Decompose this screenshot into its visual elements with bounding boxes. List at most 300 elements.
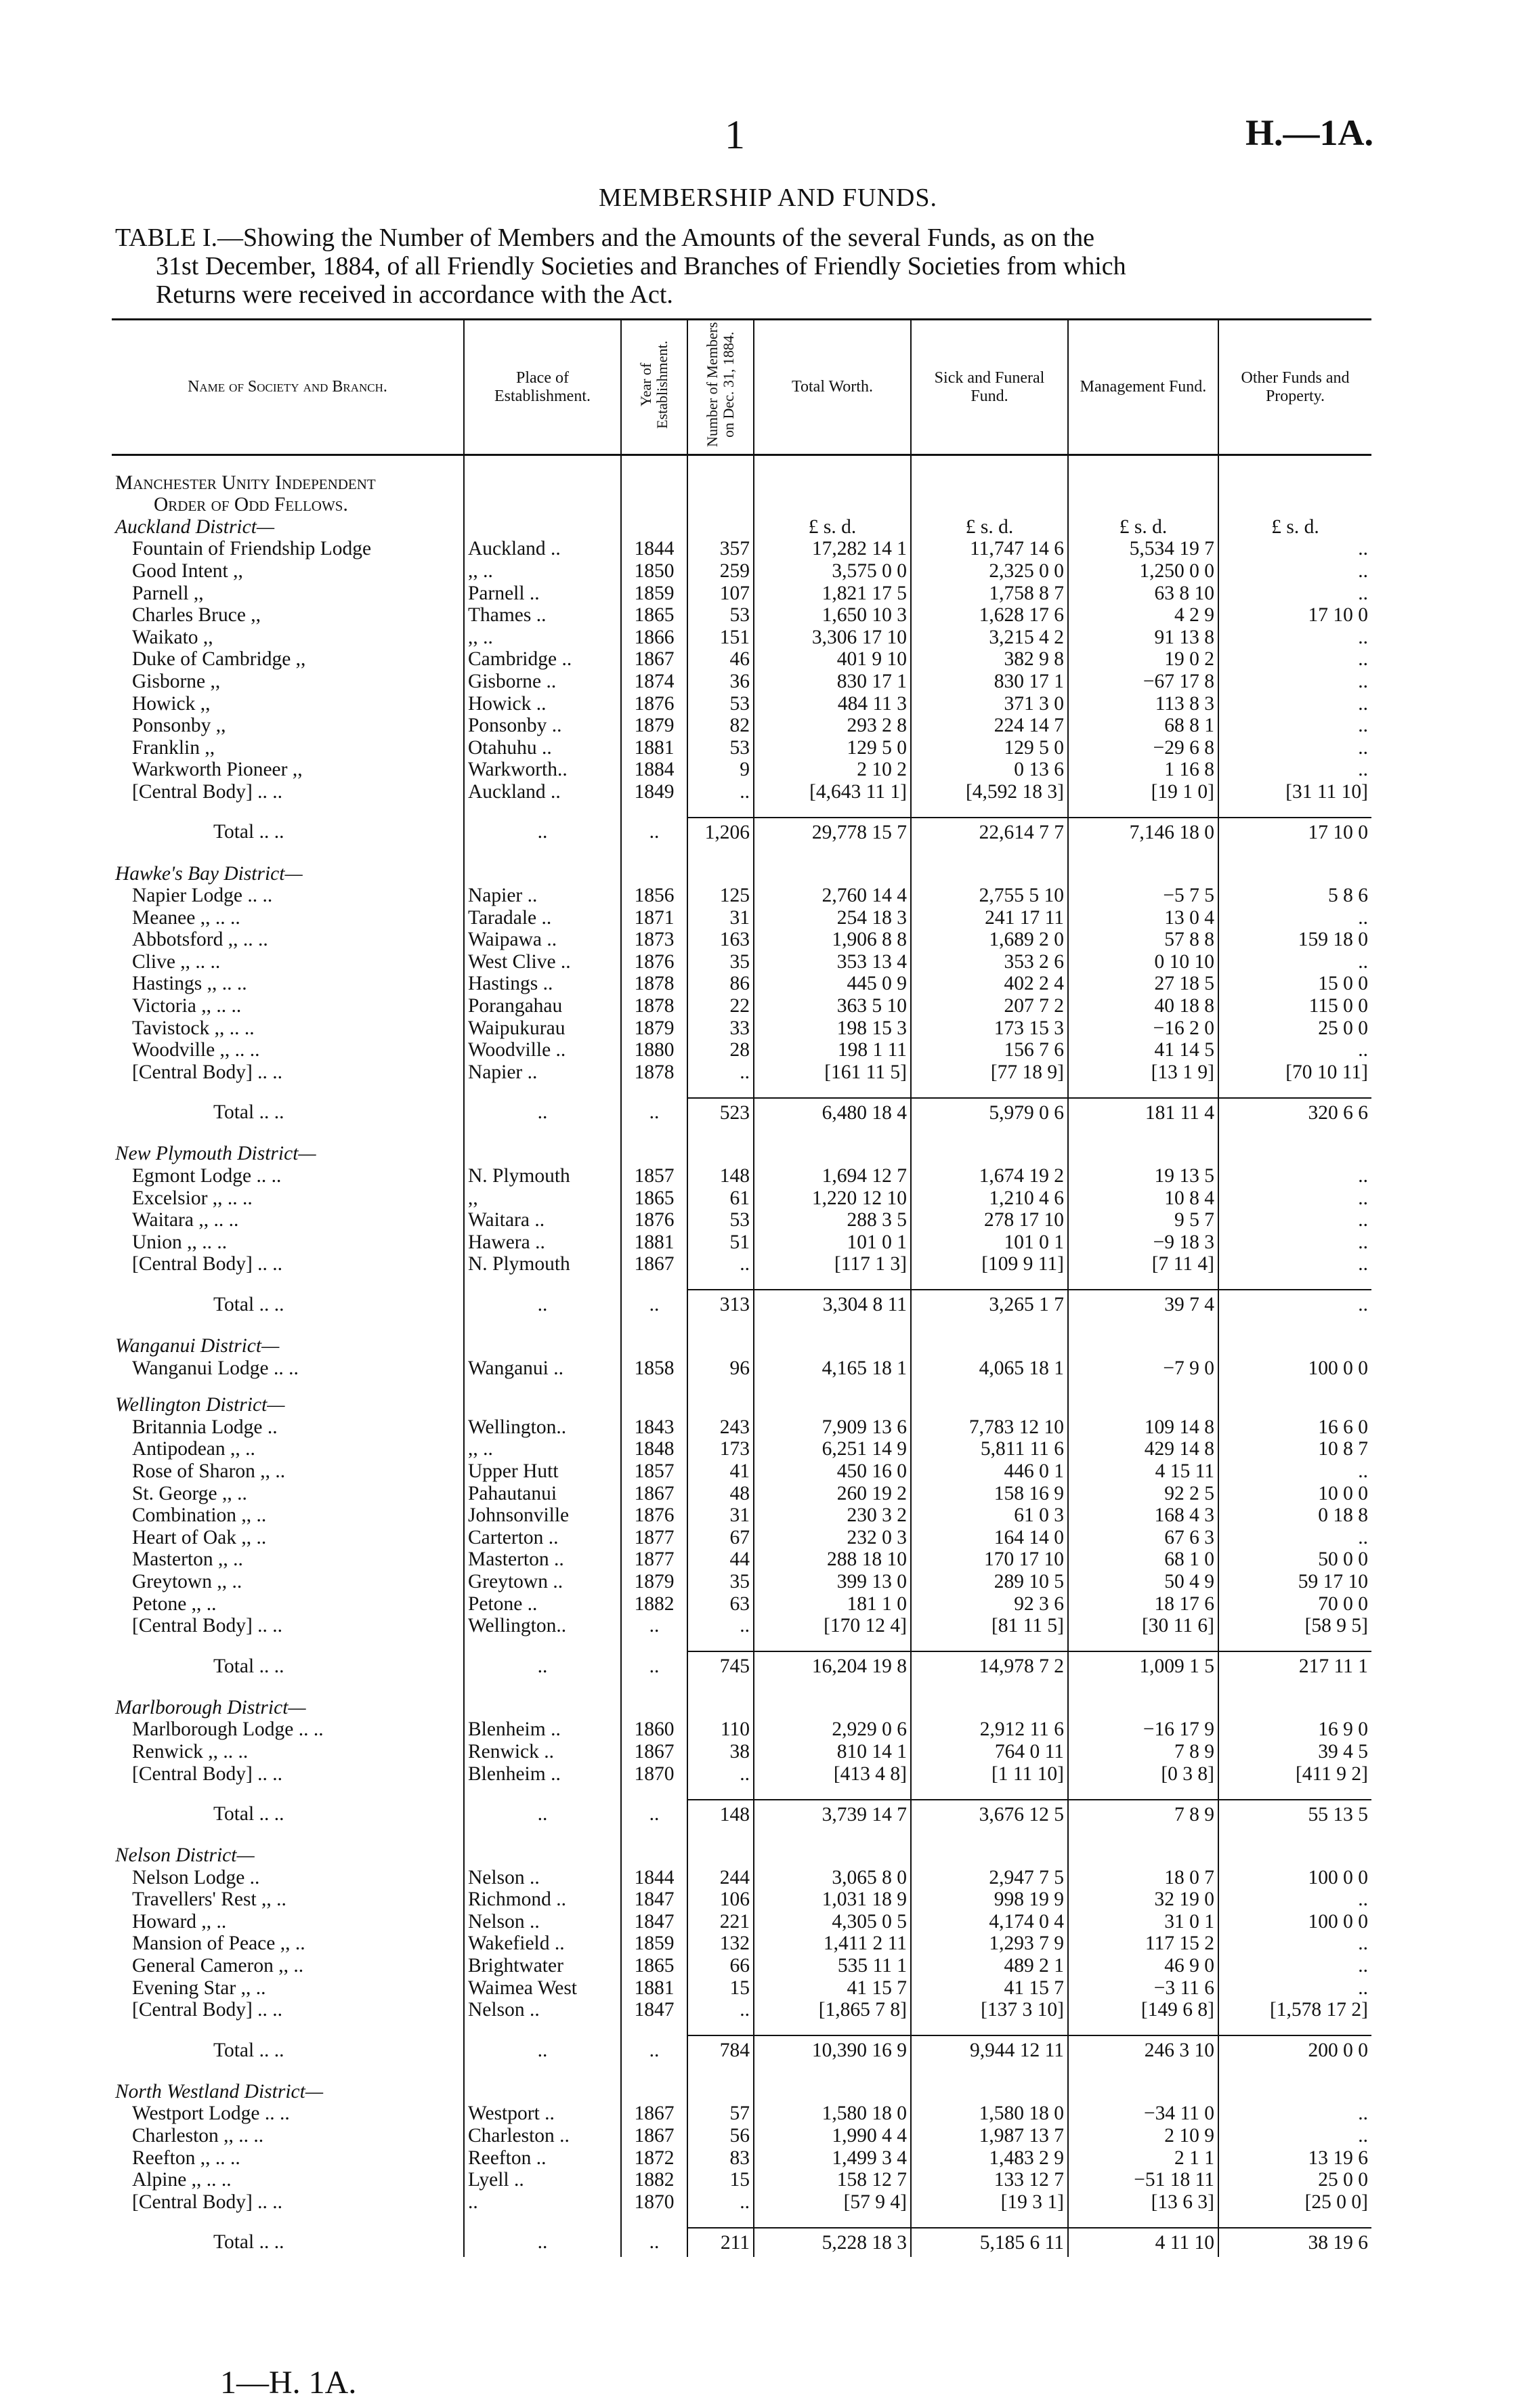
caption-line: 31st December, 1884, of all Friendly Societies and Branches of Friendly Societies from which <box>156 252 1126 280</box>
document-code: H.—1A. <box>1245 112 1373 153</box>
year: 1856 <box>621 884 687 906</box>
members: 48 <box>687 1481 754 1504</box>
table-row <box>112 537 1371 559</box>
total-worth: 7,909 13 6 <box>754 1415 911 1437</box>
total-worth: 2 10 2 <box>754 758 911 780</box>
district-name: Wellington District— <box>115 1394 285 1416</box>
members: 36 <box>687 669 754 692</box>
year: 1871 <box>621 906 687 928</box>
total-worth: 293 2 8 <box>754 714 911 736</box>
year: 1860 <box>621 1718 687 1740</box>
total-other: 38 19 6 <box>1218 2228 1371 2257</box>
other-funds: .. <box>1218 950 1371 972</box>
sick-fund: 173 15 3 <box>911 1016 1068 1038</box>
table-row <box>112 1909 1371 1932</box>
other-funds: .. <box>1218 1230 1371 1252</box>
other-funds: 159 18 0 <box>1218 928 1371 950</box>
place: Brightwater <box>464 1953 621 1976</box>
members: 28 <box>687 1038 754 1061</box>
other-funds: .. <box>1218 669 1371 692</box>
place: Taradale .. <box>464 906 621 928</box>
col-header-mgmt: Management Fund. <box>1068 320 1218 455</box>
table-row <box>112 906 1371 928</box>
total-row <box>112 1651 1371 1681</box>
other-funds: .. <box>1218 1186 1371 1208</box>
other-funds: 10 8 7 <box>1218 1437 1371 1460</box>
members: 221 <box>687 1909 754 1932</box>
page-header <box>0 112 1536 166</box>
management-fund: 2 10 9 <box>1068 2124 1218 2146</box>
other-funds: .. <box>1218 537 1371 559</box>
members: .. <box>687 780 754 802</box>
branch-name: Waitara ,, .. .. <box>132 1209 239 1231</box>
management-fund: 32 19 0 <box>1068 1888 1218 1910</box>
total-worth: 158 12 7 <box>754 2168 911 2191</box>
total-year: .. <box>621 2228 687 2257</box>
table-row <box>112 604 1371 626</box>
sick-fund: [81 11 5] <box>911 1614 1068 1636</box>
col-header-other: Other Funds and Property. <box>1218 320 1371 455</box>
year: 1867 <box>621 1252 687 1275</box>
other-funds: .. <box>1218 692 1371 714</box>
year: 1881 <box>621 736 687 758</box>
total-worth: [170 12 4] <box>754 1614 911 1636</box>
table-row <box>112 1016 1371 1038</box>
management-fund: 92 2 5 <box>1068 1481 1218 1504</box>
caption-line: TABLE I.—Showing the Number of Members and the Amounts of the several Funds, as on the <box>115 224 1095 252</box>
members: 56 <box>687 2124 754 2146</box>
management-fund: 4 15 11 <box>1068 1459 1218 1481</box>
members: 243 <box>687 1415 754 1437</box>
management-fund: 19 0 2 <box>1068 648 1218 670</box>
branch-name: Union ,, .. .. <box>132 1231 228 1253</box>
members: 33 <box>687 1016 754 1038</box>
table-row <box>112 994 1371 1016</box>
total-members: 745 <box>687 1651 754 1681</box>
management-fund: 18 0 7 <box>1068 1865 1218 1888</box>
total-worth: [1,865 7 8] <box>754 1998 911 2021</box>
total-worth: 288 3 5 <box>754 1208 911 1231</box>
page-footer: 1—H. 1A. <box>220 2365 357 2401</box>
management-fund: [13 6 3] <box>1068 2190 1218 2212</box>
management-fund: −7 9 0 <box>1068 1356 1218 1378</box>
total-label: Total .. .. <box>213 2039 284 2061</box>
branch-name: [Central Body] .. .. <box>132 1999 283 2021</box>
other-funds: 50 0 0 <box>1218 1548 1371 1570</box>
table-row <box>112 714 1371 736</box>
management-fund: 68 8 1 <box>1068 714 1218 736</box>
other-funds: 17 10 0 <box>1218 604 1371 626</box>
sick-fund: 164 14 0 <box>911 1525 1068 1548</box>
sick-fund: 1,987 13 7 <box>911 2124 1068 2146</box>
place: Howick .. <box>464 692 621 714</box>
branch-name: Meanee ,, .. .. <box>132 906 240 929</box>
table-row <box>112 1230 1371 1252</box>
other-funds: .. <box>1218 714 1371 736</box>
branch-name: Westport Lodge .. .. <box>132 2103 290 2125</box>
table-row <box>112 669 1371 692</box>
management-fund: [149 6 8] <box>1068 1998 1218 2021</box>
other-funds: 25 0 0 <box>1218 2168 1371 2191</box>
total-year: .. <box>621 1290 687 1319</box>
branch-name: Marlborough Lodge .. .. <box>132 1718 324 1741</box>
branch-name: Clive ,, .. .. <box>132 950 221 973</box>
total-worth: 401 9 10 <box>754 648 911 670</box>
total-place: .. <box>464 1098 621 1127</box>
management-fund: 429 14 8 <box>1068 1437 1218 1460</box>
total-worth: 484 11 3 <box>754 692 911 714</box>
branch-name: General Cameron ,, .. <box>132 1955 304 1977</box>
district-header <box>112 1393 1371 1416</box>
total-sick: 5,185 6 11 <box>911 2228 1068 2257</box>
place: West Clive .. <box>464 950 621 972</box>
table-row <box>112 1953 1371 1976</box>
table-row <box>112 1998 1371 2021</box>
members: 96 <box>687 1356 754 1378</box>
other-funds: .. <box>1218 648 1371 670</box>
place: Otahuhu .. <box>464 736 621 758</box>
place: Gisborne .. <box>464 669 621 692</box>
total-members: 523 <box>687 1098 754 1127</box>
place: Carterton .. <box>464 1525 621 1548</box>
other-funds: [31 11 10] <box>1218 780 1371 802</box>
district-name: North Westland District— <box>115 2080 324 2103</box>
total-place: .. <box>464 2228 621 2257</box>
place: Auckland .. <box>464 780 621 802</box>
page-title: MEMBERSHIP AND FUNDS. <box>599 184 937 212</box>
year: 1847 <box>621 1998 687 2021</box>
district-name: Auckland District— <box>115 515 275 538</box>
place: .. <box>464 2190 621 2212</box>
branch-name: Masterton ,, .. <box>132 1548 243 1571</box>
order-name-line2: Order of Odd Fellows. <box>154 494 348 516</box>
other-funds: [58 9 5] <box>1218 1614 1371 1636</box>
total-worth: 288 18 10 <box>754 1548 911 1570</box>
table-row <box>112 950 1371 972</box>
other-funds: [25 0 0] <box>1218 2190 1371 2212</box>
order-row <box>112 471 1371 493</box>
year: 1874 <box>621 669 687 692</box>
table-row <box>112 625 1371 648</box>
members: 53 <box>687 1208 754 1231</box>
total-year: .. <box>621 1800 687 1829</box>
table-row <box>112 1504 1371 1526</box>
year: 1859 <box>621 581 687 604</box>
members: 53 <box>687 692 754 714</box>
management-fund: 0 10 10 <box>1068 950 1218 972</box>
management-fund: 1,250 0 0 <box>1068 559 1218 581</box>
sick-fund: 353 2 6 <box>911 950 1068 972</box>
year: 1867 <box>621 2102 687 2124</box>
total-worth: 3,065 8 0 <box>754 1865 911 1888</box>
total-label: Total .. .. <box>213 1803 284 1825</box>
place: Lyell .. <box>464 2168 621 2191</box>
district-header <box>112 515 1371 537</box>
table-row <box>112 1614 1371 1636</box>
total-worth: 1,694 12 7 <box>754 1164 911 1186</box>
total-worth: 535 11 1 <box>754 1953 911 1976</box>
total-worth: 4,165 18 1 <box>754 1356 911 1378</box>
total-worth: 399 13 0 <box>754 1569 911 1592</box>
year: 1849 <box>621 780 687 802</box>
sick-fund: 402 2 4 <box>911 972 1068 994</box>
members: 259 <box>687 559 754 581</box>
other-funds: .. <box>1218 1976 1371 1998</box>
total-worth: 3,575 0 0 <box>754 559 911 581</box>
management-fund: 4 2 9 <box>1068 604 1218 626</box>
total-worth: 230 3 2 <box>754 1504 911 1526</box>
other-funds: .. <box>1218 1252 1371 1275</box>
members: 53 <box>687 736 754 758</box>
branch-name: Renwick ,, .. .. <box>132 1740 249 1762</box>
place: Thames .. <box>464 604 621 626</box>
year: 1857 <box>621 1459 687 1481</box>
sick-fund: [4,592 18 3] <box>911 780 1068 802</box>
place: Warkworth.. <box>464 758 621 780</box>
management-fund: 10 8 4 <box>1068 1186 1218 1208</box>
table-row <box>112 1164 1371 1186</box>
members: 163 <box>687 928 754 950</box>
sick-fund: 133 12 7 <box>911 2168 1068 2191</box>
district-header <box>112 862 1371 884</box>
members: 82 <box>687 714 754 736</box>
total-place: .. <box>464 818 621 847</box>
total-mgmt: 7 8 9 <box>1068 1800 1218 1829</box>
management-fund: −5 7 5 <box>1068 884 1218 906</box>
place: Reefton .. <box>464 2146 621 2168</box>
year: 1879 <box>621 1016 687 1038</box>
total-worth: 1,411 2 11 <box>754 1932 911 1954</box>
total-worth: 2,760 14 4 <box>754 884 911 906</box>
total-label: Total .. .. <box>213 821 284 843</box>
total-worth: 4,305 0 5 <box>754 1909 911 1932</box>
total-row <box>112 1098 1371 1127</box>
members: 51 <box>687 1230 754 1252</box>
other-funds: 5 8 6 <box>1218 884 1371 906</box>
total-worth: 129 5 0 <box>754 736 911 758</box>
year: 1867 <box>621 2124 687 2146</box>
table-row <box>112 692 1371 714</box>
branch-name: Combination ,, .. <box>132 1504 267 1527</box>
table-row <box>112 780 1371 802</box>
total-worth: [4,643 11 1] <box>754 780 911 802</box>
other-funds: [70 10 11] <box>1218 1060 1371 1082</box>
place: ,, .. <box>464 625 621 648</box>
other-funds: .. <box>1218 581 1371 604</box>
year: 1867 <box>621 1739 687 1762</box>
place: Renwick .. <box>464 1739 621 1762</box>
total-worth: 181 1 0 <box>754 1592 911 1614</box>
members: 107 <box>687 581 754 604</box>
sick-fund: [109 9 11] <box>911 1252 1068 1275</box>
other-funds: .. <box>1218 1208 1371 1231</box>
currency-header: £ s. d. <box>1068 515 1218 537</box>
total-row <box>112 818 1371 847</box>
members: 53 <box>687 604 754 626</box>
year: 1870 <box>621 1762 687 1784</box>
sick-fund: 3,215 4 2 <box>911 625 1068 648</box>
total-year: .. <box>621 1098 687 1127</box>
year: 1882 <box>621 1592 687 1614</box>
year: 1867 <box>621 648 687 670</box>
sick-fund: 1,689 2 0 <box>911 928 1068 950</box>
place: ,, .. <box>464 559 621 581</box>
total-worth: 16,204 19 8 <box>754 1651 911 1681</box>
currency-header: £ s. d. <box>754 515 911 537</box>
year: 1857 <box>621 1164 687 1186</box>
year: 1882 <box>621 2168 687 2191</box>
other-funds: .. <box>1218 1525 1371 1548</box>
total-worth: 830 17 1 <box>754 669 911 692</box>
branch-name: Evening Star ,, .. <box>132 1977 266 1999</box>
branch-name: Napier Lodge .. .. <box>132 885 273 907</box>
sick-fund: [137 3 10] <box>911 1998 1068 2021</box>
members: 63 <box>687 1592 754 1614</box>
place: Westport .. <box>464 2102 621 2124</box>
total-members: 1,206 <box>687 818 754 847</box>
members: 35 <box>687 1569 754 1592</box>
management-fund: −9 18 3 <box>1068 1230 1218 1252</box>
place: Richmond .. <box>464 1888 621 1910</box>
total-mgmt: 39 7 4 <box>1068 1290 1218 1319</box>
total-worth: 810 14 1 <box>754 1739 911 1762</box>
branch-name: Good Intent ,, <box>132 559 243 582</box>
other-funds: 16 6 0 <box>1218 1415 1371 1437</box>
sick-fund: 5,811 11 6 <box>911 1437 1068 1460</box>
branch-name: Warkworth Pioneer ,, <box>132 759 303 781</box>
branch-name: Howick ,, <box>132 692 211 715</box>
members: .. <box>687 1762 754 1784</box>
total-members: 211 <box>687 2228 754 2257</box>
table-row <box>112 2168 1371 2191</box>
branch-name: Britannia Lodge .. <box>132 1416 278 1438</box>
year: 1876 <box>621 1504 687 1526</box>
district-header <box>112 2079 1371 2102</box>
place: Napier .. <box>464 1060 621 1082</box>
table-row <box>112 1865 1371 1888</box>
sick-fund: 158 16 9 <box>911 1481 1068 1504</box>
total-worth: [161 11 5] <box>754 1060 911 1082</box>
year: 1873 <box>621 928 687 950</box>
place: Charleston .. <box>464 2124 621 2146</box>
other-funds: 15 0 0 <box>1218 972 1371 994</box>
sick-fund: 41 15 7 <box>911 1976 1068 1998</box>
place: Petone .. <box>464 1592 621 1614</box>
district-name: Hawke's Bay District— <box>115 862 303 885</box>
year: 1878 <box>621 972 687 994</box>
total-row <box>112 2228 1371 2257</box>
sick-fund: 1,580 18 0 <box>911 2102 1068 2124</box>
total-worth: 1,499 3 4 <box>754 2146 911 2168</box>
year: 1876 <box>621 1208 687 1231</box>
members: 125 <box>687 884 754 906</box>
management-fund: 63 8 10 <box>1068 581 1218 604</box>
branch-name: Wanganui Lodge .. .. <box>132 1357 299 1379</box>
place: Waipawa .. <box>464 928 621 950</box>
table-row <box>112 1718 1371 1740</box>
branch-name: Hastings ,, .. .. <box>132 973 247 995</box>
branch-name: Mansion of Peace ,, .. <box>132 1932 305 1955</box>
place: Napier .. <box>464 884 621 906</box>
sick-fund: 1,628 17 6 <box>911 604 1068 626</box>
management-fund: 168 4 3 <box>1068 1504 1218 1526</box>
total-sick: 14,978 7 2 <box>911 1651 1068 1681</box>
sick-fund: 170 17 10 <box>911 1548 1068 1570</box>
year: 1877 <box>621 1548 687 1570</box>
district-header <box>112 1334 1371 1356</box>
branch-name: St. George ,, .. <box>132 1482 247 1504</box>
place: Masterton .. <box>464 1548 621 1570</box>
total-place: .. <box>464 2035 621 2065</box>
total-year: .. <box>621 2035 687 2065</box>
col-header-name: Name of Society and Branch. <box>112 320 464 455</box>
sick-fund: 4,174 0 4 <box>911 1909 1068 1932</box>
table-row <box>112 2190 1371 2212</box>
branch-name: Reefton ,, .. .. <box>132 2147 240 2169</box>
management-fund: 27 18 5 <box>1068 972 1218 994</box>
sick-fund: [19 3 1] <box>911 2190 1068 2212</box>
branch-name: Charles Bruce ,, <box>132 604 261 627</box>
total-other: 17 10 0 <box>1218 818 1371 847</box>
other-funds: .. <box>1218 758 1371 780</box>
management-fund: 50 4 9 <box>1068 1569 1218 1592</box>
place: Nelson .. <box>464 1909 621 1932</box>
management-fund: −16 2 0 <box>1068 1016 1218 1038</box>
other-funds: 100 0 0 <box>1218 1865 1371 1888</box>
total-worth: 1,990 4 4 <box>754 2124 911 2146</box>
total-sick: 3,265 1 7 <box>911 1290 1068 1319</box>
branch-name: Greytown ,, .. <box>132 1570 242 1592</box>
total-sick: 22,614 7 7 <box>911 818 1068 847</box>
management-fund: 46 9 0 <box>1068 1953 1218 1976</box>
page-number: 1 <box>725 112 745 157</box>
other-funds: 0 18 8 <box>1218 1504 1371 1526</box>
management-fund: 9 5 7 <box>1068 1208 1218 1231</box>
members: 15 <box>687 1976 754 1998</box>
total-sick: 9,944 12 11 <box>911 2035 1068 2065</box>
table-row <box>112 736 1371 758</box>
year: 1876 <box>621 692 687 714</box>
total-worth: 10,390 16 9 <box>754 2035 911 2065</box>
other-funds: .. <box>1218 1459 1371 1481</box>
total-mgmt: 246 3 10 <box>1068 2035 1218 2065</box>
total-worth: 17,282 14 1 <box>754 537 911 559</box>
management-fund: [7 11 4] <box>1068 1252 1218 1275</box>
members: 132 <box>687 1932 754 1954</box>
branch-name: Petone ,, .. <box>132 1592 217 1615</box>
management-fund: 2 1 1 <box>1068 2146 1218 2168</box>
place: Greytown .. <box>464 1569 621 1592</box>
place: Upper Hutt <box>464 1459 621 1481</box>
branch-name: Duke of Cambridge ,, <box>132 648 306 671</box>
other-funds: 100 0 0 <box>1218 1356 1371 1378</box>
sick-fund: 764 0 11 <box>911 1739 1068 1762</box>
total-worth: 254 18 3 <box>754 906 911 928</box>
branch-name: Heart of Oak ,, .. <box>132 1526 267 1548</box>
sick-fund: 446 0 1 <box>911 1459 1068 1481</box>
total-worth: 260 19 2 <box>754 1481 911 1504</box>
total-mgmt: 4 11 10 <box>1068 2228 1218 2257</box>
management-fund: 18 17 6 <box>1068 1592 1218 1614</box>
total-place: .. <box>464 1651 621 1681</box>
year: 1865 <box>621 1186 687 1208</box>
table-row <box>112 1208 1371 1231</box>
total-worth: [413 4 8] <box>754 1762 911 1784</box>
sick-fund: 998 19 9 <box>911 1888 1068 1910</box>
members: 110 <box>687 1718 754 1740</box>
total-label: Total .. .. <box>213 1101 284 1124</box>
other-funds: .. <box>1218 1038 1371 1061</box>
